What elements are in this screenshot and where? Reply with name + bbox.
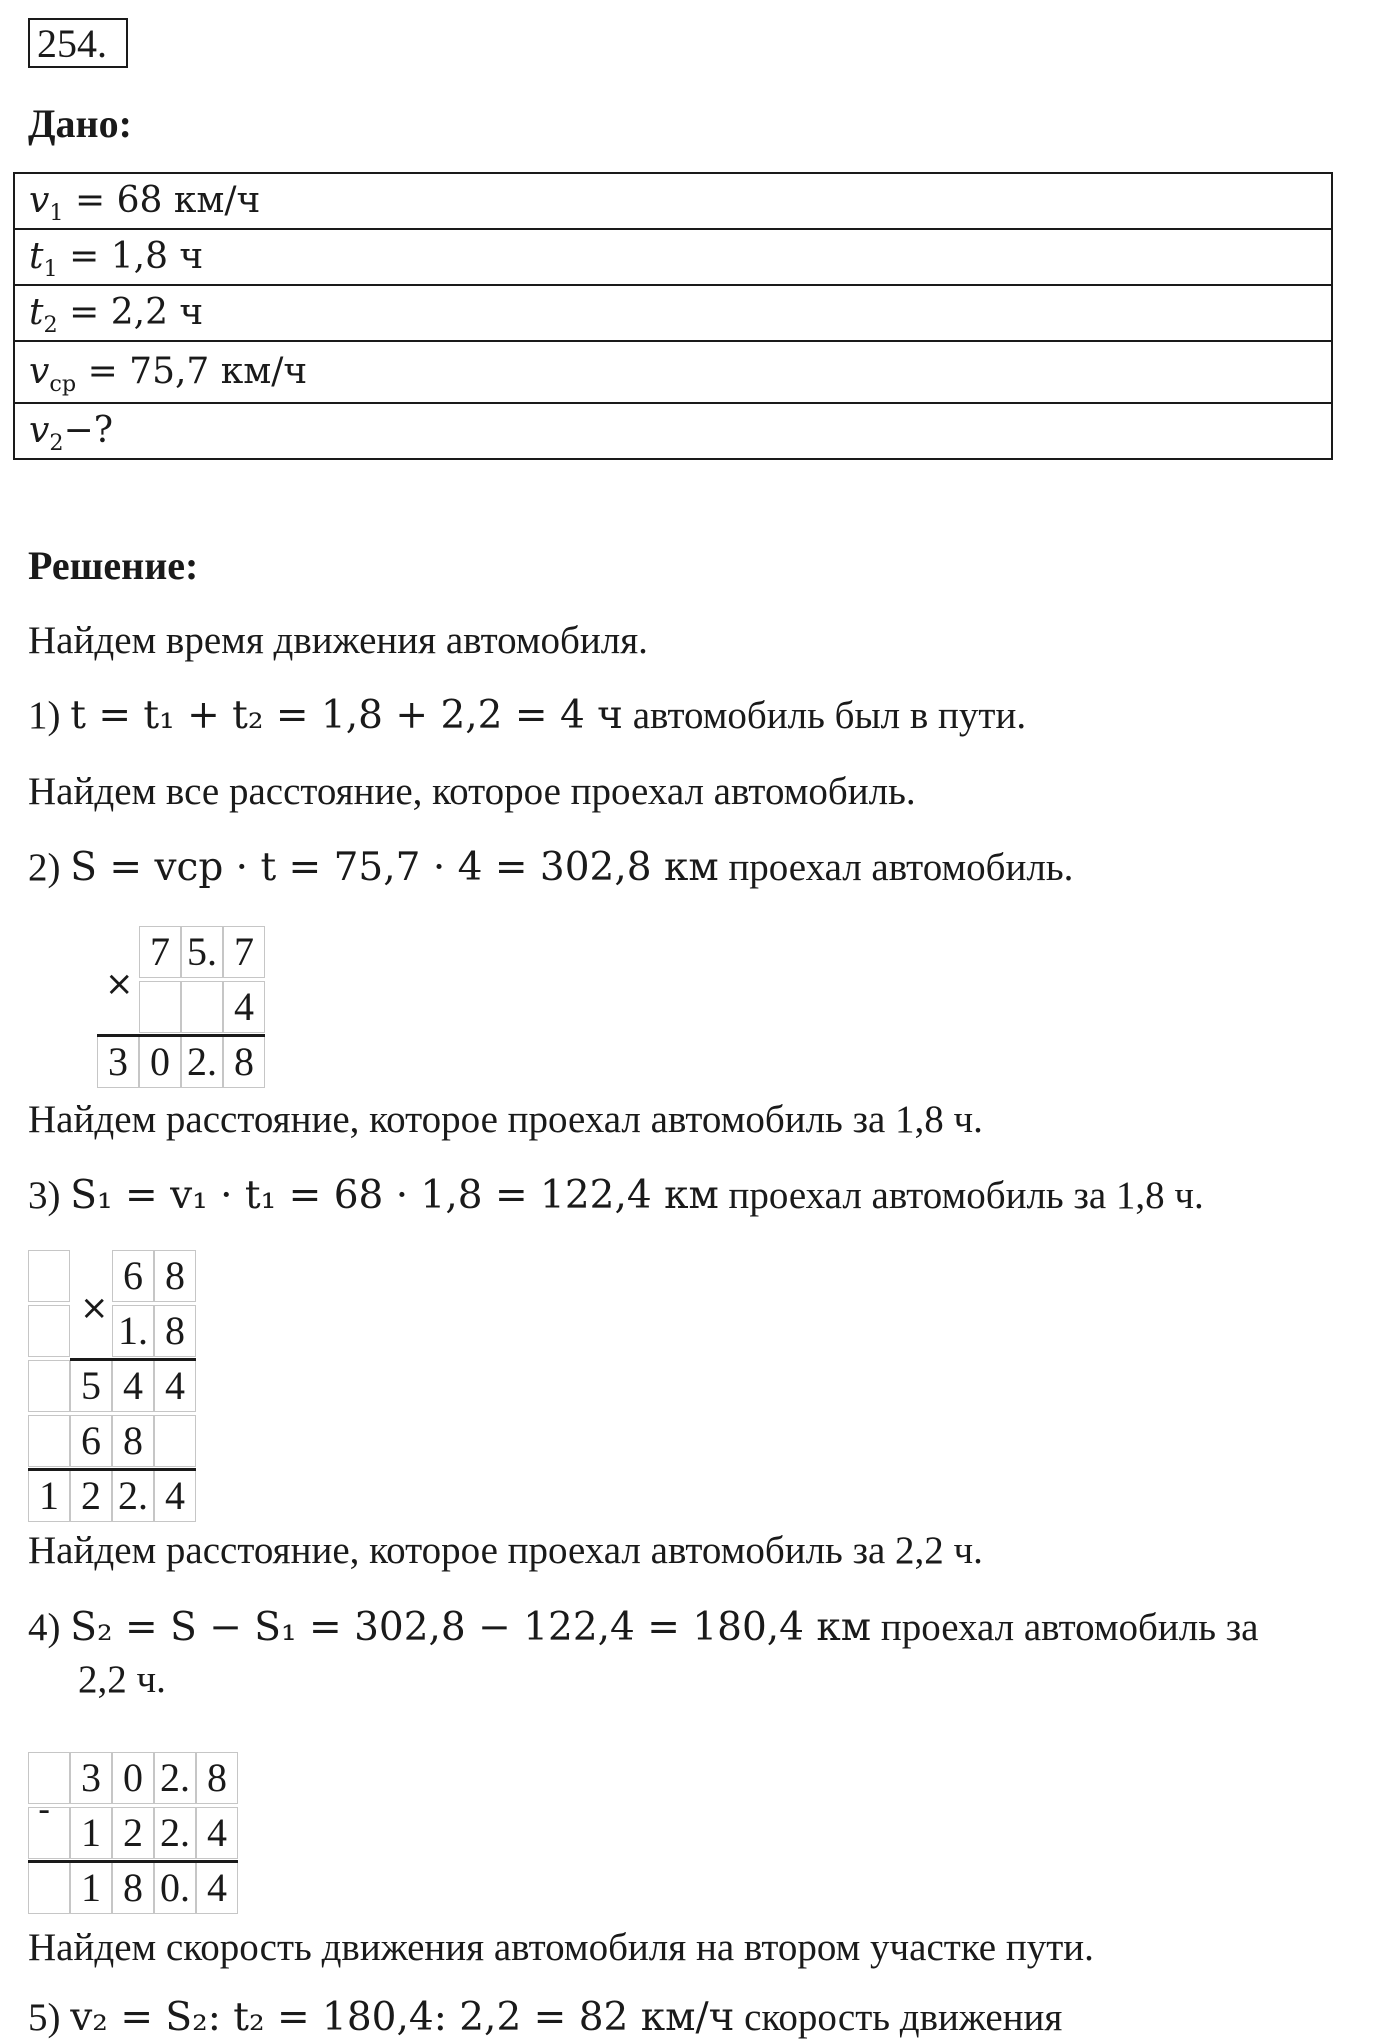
digit-cell: 0 bbox=[112, 1752, 154, 1804]
digit-cell bbox=[28, 1862, 70, 1914]
operation-sign: × bbox=[105, 964, 134, 1004]
digit-cell: 2. bbox=[154, 1807, 196, 1859]
digit-cell bbox=[28, 1415, 70, 1467]
result-line bbox=[28, 1468, 196, 1471]
digit-cell: 4 bbox=[196, 1862, 238, 1914]
digit-cell: 5. bbox=[181, 926, 223, 978]
digit-cell bbox=[154, 1415, 196, 1467]
step-line: 2) S = vср · t = 75,7 · 4 = 302,8 км проехал автомобиль. bbox=[28, 845, 1074, 890]
digit-cell: 3 bbox=[70, 1752, 112, 1804]
operation-sign: - bbox=[38, 1790, 51, 1830]
digit-cell: 6 bbox=[70, 1415, 112, 1467]
digit-cell bbox=[181, 981, 223, 1033]
digit-cell: 8 bbox=[196, 1752, 238, 1804]
step-intro: Найдем время движения автомобиля. bbox=[28, 619, 648, 662]
digit-cell: 4 bbox=[154, 1360, 196, 1412]
digit-cell: 8 bbox=[154, 1250, 196, 1302]
digit-cell: 2 bbox=[112, 1807, 154, 1859]
digit-cell: 8 bbox=[223, 1036, 265, 1088]
step-line-continuation: 2,2 ч. bbox=[78, 1658, 166, 1701]
step-line: 4) S₂ = S − S₁ = 302,8 − 122,4 = 180,4 км проехал автомобиль за bbox=[28, 1605, 1259, 1650]
result-line bbox=[97, 1034, 265, 1037]
digit-cell: 0 bbox=[139, 1036, 181, 1088]
digit-cell: 4 bbox=[223, 981, 265, 1033]
digit-cell: 8 bbox=[112, 1415, 154, 1467]
step-intro: Найдем скорость движения автомобиля на втором участке пути. bbox=[28, 1926, 1094, 1969]
digit-cell: 2 bbox=[70, 1470, 112, 1522]
step-intro: Найдем расстояние, которое проехал автомобиль за 2,2 ч. bbox=[28, 1529, 983, 1572]
digit-cell: 5 bbox=[70, 1360, 112, 1412]
digit-cell: 1 bbox=[28, 1470, 70, 1522]
given-row: $t_2 = 2,2$ ч bbox=[14, 285, 1332, 341]
digit-cell: 3 bbox=[97, 1036, 139, 1088]
digit-cell: 2. bbox=[181, 1036, 223, 1088]
result-line bbox=[28, 1860, 238, 1863]
digit-cell: 7 bbox=[223, 926, 265, 978]
digit-cell: 1 bbox=[70, 1807, 112, 1859]
step-intro: Найдем расстояние, которое проехал автомобиль за 1,8 ч. bbox=[28, 1098, 983, 1141]
digit-cell: 2. bbox=[112, 1470, 154, 1522]
given-row: $v_{ср} = 75,7$ км/ч bbox=[14, 341, 1332, 403]
digit-cell bbox=[28, 1360, 70, 1412]
digit-cell: 4 bbox=[154, 1470, 196, 1522]
solution-heading: Решение: bbox=[28, 543, 199, 588]
digit-cell bbox=[28, 1305, 70, 1357]
given-table bbox=[13, 172, 1333, 460]
result-line bbox=[70, 1358, 196, 1361]
digit-cell: 6 bbox=[112, 1250, 154, 1302]
step-intro: Найдем все расстояние, которое проехал автомобиль. bbox=[28, 770, 916, 813]
digit-cell: 4 bbox=[196, 1807, 238, 1859]
given-heading: Дано: bbox=[28, 101, 132, 146]
problem-number: 254. bbox=[28, 18, 128, 68]
step-line: 5) v₂ = S₂: t₂ = 180,4: 2,2 = 82 км/ч скорость движения bbox=[28, 1995, 1063, 2040]
digit-cell: 1 bbox=[70, 1862, 112, 1914]
step-line: 1) t = t₁ + t₂ = 1,8 + 2,2 = 4 ч автомобиль был в пути. bbox=[28, 693, 1027, 738]
digit-cell: 0. bbox=[154, 1862, 196, 1914]
given-row: $v_1 = 68$ км/ч bbox=[14, 173, 1332, 229]
given-row: $t_1 = 1,8$ ч bbox=[14, 229, 1332, 285]
digit-cell bbox=[139, 981, 181, 1033]
digit-cell: 8 bbox=[112, 1862, 154, 1914]
given-row: $v_2-$? bbox=[14, 403, 1332, 459]
digit-cell: 2. bbox=[154, 1752, 196, 1804]
digit-cell: 4 bbox=[112, 1360, 154, 1412]
digit-cell: 8 bbox=[154, 1305, 196, 1357]
operation-sign: × bbox=[80, 1288, 109, 1328]
step-line: 3) S₁ = v₁ · t₁ = 68 · 1,8 = 122,4 км проехал автомобиль за 1,8 ч. bbox=[28, 1173, 1204, 1218]
digit-cell: 7 bbox=[139, 926, 181, 978]
digit-cell: 1. bbox=[112, 1305, 154, 1357]
digit-cell bbox=[28, 1250, 70, 1302]
